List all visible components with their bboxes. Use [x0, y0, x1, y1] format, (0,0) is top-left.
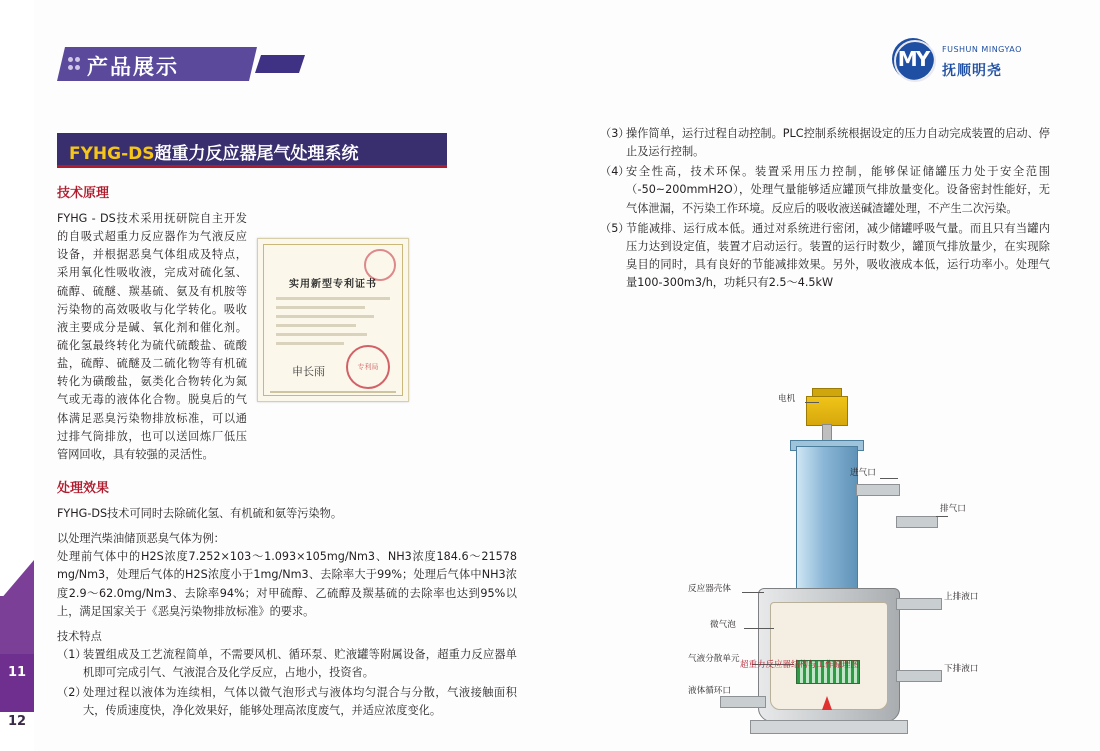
reactor-base-shape — [750, 720, 908, 734]
banner-title: 产品展示 — [87, 55, 179, 79]
reactor-column-shape — [796, 446, 858, 598]
list-item — [57, 684, 517, 720]
principle-paragraph: FYHG - DS技术采用抚研院自主开发的自吸式超重力反应器作为气液反应设备，并根据恶臭气体组成及特点，采用氧化性吸收液，完成对硫化氢、硫醇、硫醚、羰基硫、氨及有机胺等污染物的高效吸收与化学转化。吸收液主要成分是碱、氧化剂和催化剂。硫化氢最终转化为硫代硫酸盐、硫酸盐，硫醇、硫醚及二硫化物等有机硫转化为磺酸盐，氨类化合物转化为氮气或无毒的液体化合物。脱臭后的气体满足恶臭污染物排放标准，可以通过排气筒排放，也可以送回炼厂低压管网回收，具有较强的灵活性。 — [57, 212, 247, 461]
page-number-top: 11 — [7, 665, 27, 680]
edge-band-top — [0, 596, 34, 654]
feature-text: 节能减排、运行成本低。通过对系统进行密闭，减少储罐呼吸气量。而且只有当罐内压力达到设定值，装置才启动运行。装置的运行时数少，罐顶气排放量少，在实现除臭目的同时，具有良好的节能减排效果。另外，吸收液成本低，运行功率小。处理气量100-300m3/h，功耗只有2.5～4.5kW — [626, 221, 1050, 290]
effect-paragraph-1: FYHG-DS技术可同时去除硫化氢、有机硫和氨等污染物。 — [57, 506, 343, 520]
reactor-diagram — [600, 366, 1050, 696]
feature-marker: （5） — [600, 221, 630, 235]
section-heading-effect: 处理效果 — [57, 480, 110, 496]
lead-gas-inlet — [880, 478, 898, 479]
flow-arrow-icon — [822, 696, 832, 710]
section-heading-features: 技术特点 — [57, 629, 102, 643]
motor-body-shape — [806, 396, 848, 426]
certificate-signature: 申长雨 — [292, 365, 325, 378]
left-edge-strip — [0, 0, 34, 751]
page-number-bottom: 12 — [7, 714, 27, 729]
product-title-code: FYHG-DS — [69, 144, 155, 164]
list-item — [600, 125, 1050, 161]
logo-ring-icon — [894, 40, 936, 82]
lead-motor — [805, 402, 819, 403]
gas-inlet-pipe — [856, 484, 900, 496]
lead-reactor-body — [742, 592, 764, 593]
label-upper-liquid-outlet: 上排液口 — [944, 592, 979, 602]
feature-marker: （1） — [57, 647, 87, 661]
edge-band-bottom — [0, 654, 34, 712]
label-reactor-body: 反应器壳体 — [688, 584, 731, 594]
label-lower-drain: 下排液口 — [944, 664, 979, 674]
feature-text: 操作简单，运行过程自动控制。PLC控制系统根据设定的压力自动完成装置的启动、停止及运行控制。 — [626, 127, 1050, 159]
left-column — [57, 182, 517, 723]
feature-marker: （2） — [57, 686, 87, 700]
patent-certificate-image — [257, 238, 409, 402]
logo-mark-icon: MY — [892, 38, 934, 80]
product-title-bar — [57, 133, 447, 168]
label-liquid-circulation: 液体循环口 — [688, 686, 731, 696]
diagram-caption: 超重力反应器结构与工作原理图 — [740, 660, 860, 670]
gas-outlet-pipe — [896, 516, 938, 528]
header-banner — [57, 47, 257, 81]
label-micro-bubble: 微气泡 — [710, 620, 736, 630]
product-title — [69, 139, 359, 164]
certificate-text-lines — [276, 297, 390, 351]
reactor-vessel-inner — [770, 602, 888, 710]
company-logo — [892, 36, 1052, 84]
logo-chinese-name: 抚顺明尧 — [942, 63, 1002, 79]
certificate-footer-line — [270, 391, 396, 393]
feature-marker: （4） — [600, 165, 630, 179]
feature-text: 装置组成及工艺流程简单，不需要风机、循环泵、贮液罐等附属设备，超重力反应器单机即可完成引气、气液混合及化学反应，占地小，投资省。 — [83, 647, 517, 680]
lead-gas-outlet — [936, 516, 948, 517]
product-title-rest: 超重力反应器尾气处理系统 — [154, 144, 359, 164]
lead-micro-bubble — [744, 628, 774, 629]
feature-marker: （3） — [600, 127, 630, 140]
list-item — [600, 220, 1050, 293]
effect-paragraph-3: 处理前气体中的H2S浓度7.252×103～1.093×105mg/Nm3、NH3浓度184.6～21578 mg/Nm3，处理后气体的H2S浓度小于1mg/Nm3、去除率大于99%；处理后气体中NH3浓度2.9～62.0mg/Nm3、去除率94%；对甲硫醇、乙硫醇及羰基硫的去除率也达到95%以上，满足国家关于《恶臭污染物排放标准》的要求。 — [57, 550, 517, 618]
label-gas-liquid-disperser: 气液分散单元 — [688, 654, 740, 664]
right-column — [600, 125, 1050, 294]
list-item — [57, 646, 517, 682]
section-heading-principle: 技术原理 — [57, 186, 110, 201]
label-motor: 电机 — [778, 394, 796, 404]
certificate-title: 实用新型专利证书 — [289, 279, 377, 290]
label-gas-inlet: 进气口 — [850, 468, 876, 478]
feature-text: 安全性高，技术环保。装置采用压力控制，能够保证储罐压力处于安全范围（-50~200mmH2O），处理气量能够适应罐顶气排放量变化。设备密封性能好，无气体泄漏，不污染工作环境。反应后的吸收液送碱渣罐处理，不产生二次污染。 — [626, 165, 1050, 215]
effect-paragraph-2: 以处理汽柴油储顶恶臭气体为例： — [57, 532, 225, 546]
banner-tail-shape — [255, 55, 305, 73]
certificate-stamp-icon: 专利局 — [346, 345, 390, 389]
edge-diagonal — [0, 560, 34, 600]
feature-text: 处理过程以液体为连续相，气体以微气泡形式与液体均匀混合与分散，气液接触面积大，传质速度快，净化效果好，能够处理高浓度废气，并适应浓度变化。 — [83, 686, 517, 718]
label-gas-outlet: 排气口 — [940, 504, 966, 514]
liquid-circulation-pipe — [720, 696, 766, 708]
upper-liquid-outlet-pipe — [896, 598, 942, 610]
lower-drain-pipe — [896, 670, 942, 682]
list-item — [600, 163, 1050, 217]
banner-dots-icon — [68, 57, 84, 71]
logo-english-name: FUSHUN MINGYAO — [942, 45, 1022, 54]
